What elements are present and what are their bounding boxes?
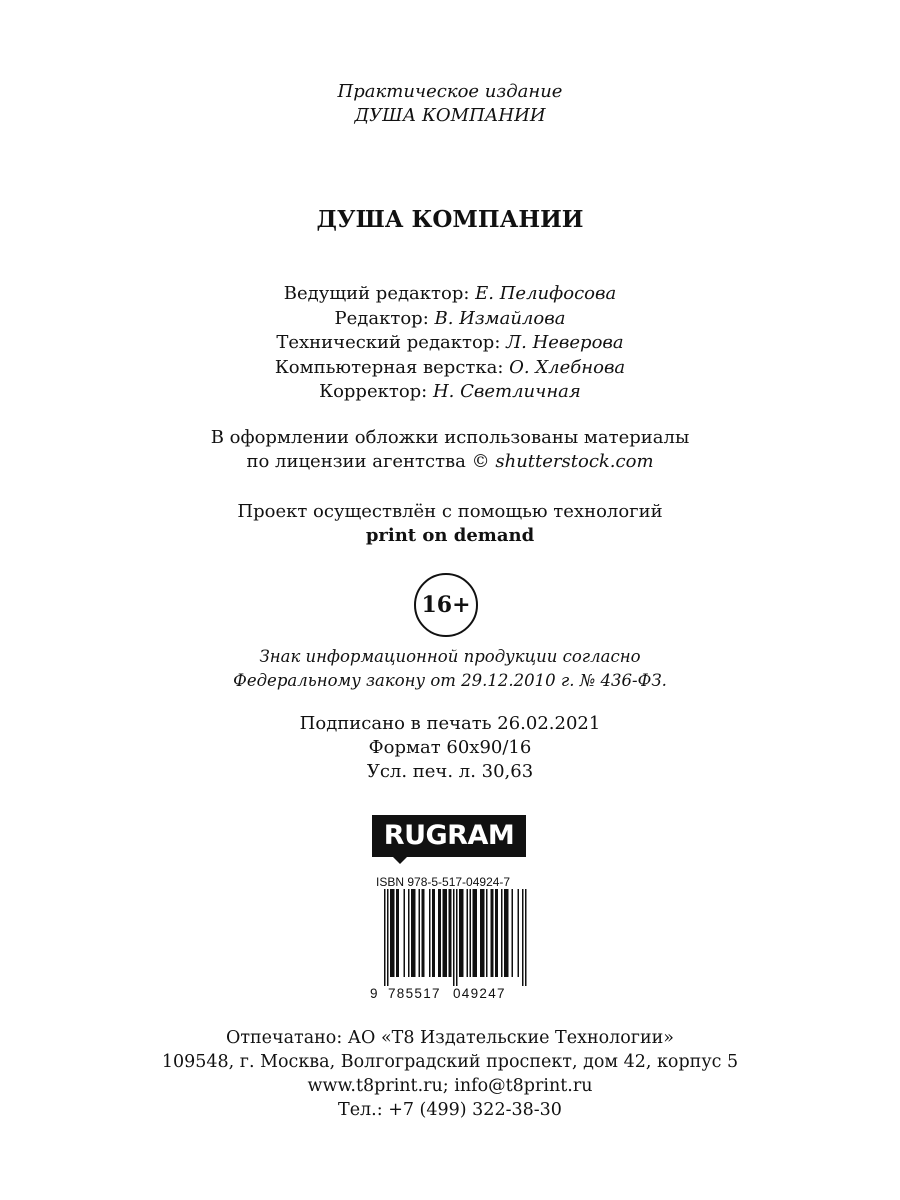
credit-editor	[0, 307, 900, 332]
credit-person: В. Измайлова	[434, 307, 566, 329]
credit-role: Редактор:	[334, 307, 435, 329]
barcode-bar	[486, 889, 488, 977]
printer-block	[0, 1026, 900, 1122]
barcode-bar	[396, 889, 398, 977]
barcode-bar	[459, 889, 461, 977]
credit-lead-editor	[0, 282, 900, 307]
printer-phone: Тел.: +7 (499) 322-38-30	[338, 1100, 562, 1120]
barcode-bar	[413, 889, 415, 977]
barcode-bar	[492, 889, 494, 977]
age-note-line1: Знак информационной продукции согласно	[259, 647, 641, 666]
credits-block	[0, 282, 900, 405]
credit-proofreader	[0, 380, 900, 405]
barcode-guard-bar	[456, 889, 458, 986]
barcode-guard-bar	[453, 889, 455, 986]
barcode-guard-bar	[387, 889, 389, 986]
printer-name: Отпечатано: АО «Т8 Издательские Технологии»	[225, 1028, 675, 1048]
stock-source: shutterstock.com	[495, 451, 654, 472]
barcode-bar	[507, 889, 509, 977]
printed-sheets: Усл. печ. л. 30,63	[366, 761, 534, 782]
credit-role: Ведущий редактор:	[283, 283, 476, 304]
pod-note	[0, 500, 900, 548]
signed-date: Подписано в печать 26.02.2021	[299, 713, 601, 734]
barcode-bar	[422, 889, 424, 977]
age-rating-note	[0, 645, 900, 693]
barcode-bar	[506, 889, 508, 977]
barcode-bar	[443, 889, 445, 977]
barcode-bar	[474, 889, 476, 977]
edition-type: Практическое издание	[337, 81, 563, 102]
barcode-bar	[504, 889, 506, 977]
rugram-logo: RUGRAM	[372, 815, 526, 857]
barcode-bar	[398, 889, 400, 977]
barcode-bar	[392, 889, 394, 977]
isbn-label: ISBN 978-5-517-04924-7	[376, 875, 511, 889]
barcode-bar	[512, 889, 514, 977]
barcode-guard-bar	[384, 889, 386, 986]
barcode-bar	[476, 889, 478, 977]
barcode-digits-right: 049247	[453, 986, 506, 1001]
pod-technology: print on demand	[365, 525, 535, 546]
barcode-guard-bar	[525, 889, 527, 986]
barcode-bar	[480, 889, 482, 977]
barcode-bar	[482, 889, 484, 977]
barcode-bar	[483, 889, 485, 977]
printer-address: 109548, г. Москва, Волгоградский проспект, дом 42, корпус 5	[161, 1052, 739, 1072]
credit-role: Компьютерная верстка:	[274, 356, 510, 378]
isbn-barcode	[370, 889, 528, 989]
barcode-bar	[518, 889, 520, 977]
barcode-bar	[434, 889, 436, 977]
cover-note-prefix: по лицензии агентства ©	[246, 451, 496, 472]
barcode-bar	[462, 889, 464, 977]
logo-notch	[392, 856, 408, 864]
barcode-bar	[411, 889, 413, 977]
cover-note-line2	[0, 450, 900, 474]
series-block	[0, 80, 900, 128]
barcode-bar	[450, 889, 452, 977]
print-info	[0, 712, 900, 784]
barcode-bar	[470, 889, 472, 977]
cover-note-line1: В оформлении обложки использованы материалы	[210, 427, 690, 448]
barcode-digits-left: 785517	[388, 986, 441, 1001]
barcode-digit-first: 9	[370, 986, 378, 1001]
credit-person: Е. Пелифосова	[475, 283, 617, 304]
barcode-bar	[393, 889, 395, 977]
barcode-bar	[449, 889, 451, 977]
barcode-bar	[432, 889, 434, 977]
barcode-bar	[501, 889, 503, 977]
barcode-bar	[404, 889, 406, 977]
barcode-bar	[419, 889, 421, 977]
barcode-bar	[423, 889, 425, 977]
barcode-bar	[440, 889, 442, 977]
barcode-bar	[408, 889, 410, 977]
credit-tech-editor	[0, 331, 900, 356]
paper-format: Формат 60х90/16	[368, 737, 532, 758]
age-rating-badge: 16+	[414, 573, 478, 637]
barcode-bar	[390, 889, 392, 977]
printer-web: www.t8print.ru; info@t8print.ru	[307, 1076, 593, 1096]
credit-role: Технический редактор:	[276, 332, 507, 353]
credit-role: Корректор:	[319, 381, 433, 402]
barcode-digits	[370, 986, 530, 1002]
barcode-bar	[461, 889, 463, 977]
barcode-bar	[473, 889, 475, 977]
age-note-line2: Федеральному закону от 29.12.2010 г. № 436-ФЗ.	[233, 671, 667, 690]
barcode-bar	[467, 889, 469, 977]
credit-person: Л. Неверова	[506, 332, 624, 353]
barcode-bar	[495, 889, 497, 977]
barcode-guard-bar	[522, 889, 524, 986]
barcode-bar	[438, 889, 440, 977]
credit-layout	[0, 356, 900, 381]
barcode-bar	[444, 889, 446, 977]
barcode-bar	[446, 889, 448, 977]
book-title: ДУША КОМПАНИИ	[316, 206, 584, 233]
credit-person: Н. Светличная	[432, 381, 581, 402]
barcode-bar	[497, 889, 499, 977]
barcode-bar	[491, 889, 493, 977]
pod-note-line1: Проект осуществлён с помощью технологий	[237, 501, 663, 522]
barcode-bar	[429, 889, 431, 977]
series-title: ДУША КОМПАНИИ	[354, 105, 546, 126]
cover-note	[0, 426, 900, 474]
credit-person: О. Хлебнова	[509, 356, 626, 378]
barcode-bar	[414, 889, 416, 977]
